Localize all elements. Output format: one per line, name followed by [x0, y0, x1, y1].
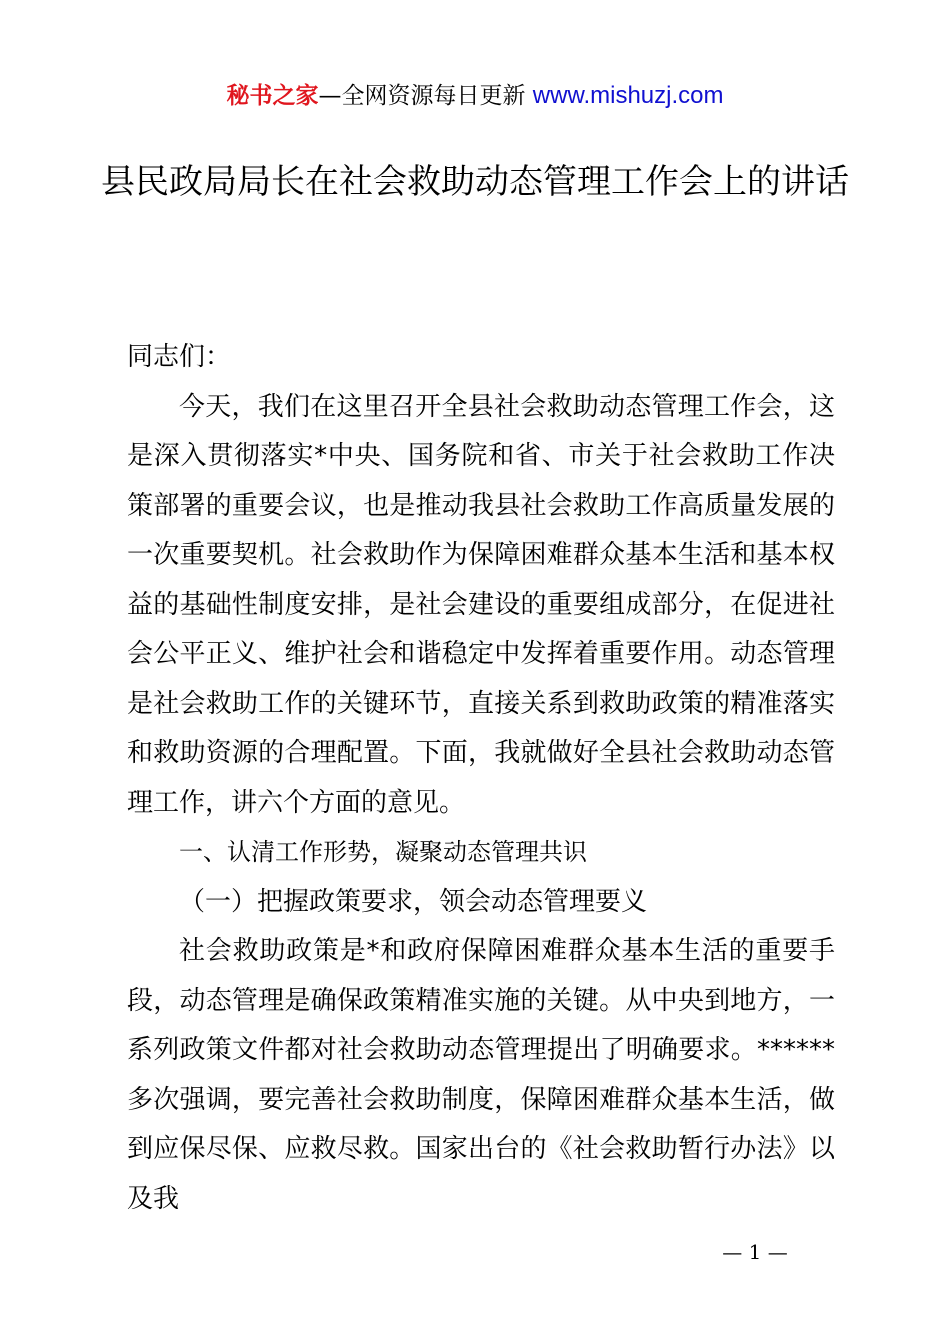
subsection-heading: （一）把握政策要求，领会动态管理要义: [179, 886, 648, 917]
section-heading: 一、认清工作形势，凝聚动态管理共识: [179, 838, 587, 866]
document-body: [127, 333, 835, 1224]
brand-name: 秘书之家: [226, 83, 319, 109]
document-title: 县民政局局长在社会救助动态管理工作会上的讲话: [101, 162, 849, 202]
body-paragraph: 社会救助政策是*和政府保障困难群众基本生活的重要手段，动态管理是确保政策精准实施的关键。从中央到地方，一系列政策文件都对社会救助动态管理提出了明确要求。******多次强调，要完善社会救助制度，保障困难群众基本生活，做到应保尽保、应救尽救。国家出台的《社会救助暂行办法》以及我: [127, 936, 835, 1214]
intro-paragraph: 今天，我们在这里召开全县社会救助动态管理工作会，这是深入贯彻落实*中央、国务院和省、市关于社会救助工作决策部署的重要会议，也是推动我县社会救助工作高质量发展的一次重要契机。社会救助作为保障困难群众基本生活和基本权益的基础性制度安排，是社会建设的重要组成部分，在促进社会公平正义、维护社会和谐稳定中发挥着重要作用。动态管理是社会救助工作的关键环节，直接关系到救助政策的精准落实和救助资源的合理配置。下面，我就做好全县社会救助动态管理工作，讲六个方面的意见。: [127, 391, 835, 818]
salutation: 同志们：: [127, 342, 232, 372]
page-number: — 1 —: [722, 1240, 788, 1264]
site-header: [0, 80, 950, 112]
header-tagline: —全网资源每日更新: [318, 83, 526, 109]
website-link[interactable]: www.mishuzj.com: [532, 82, 724, 109]
